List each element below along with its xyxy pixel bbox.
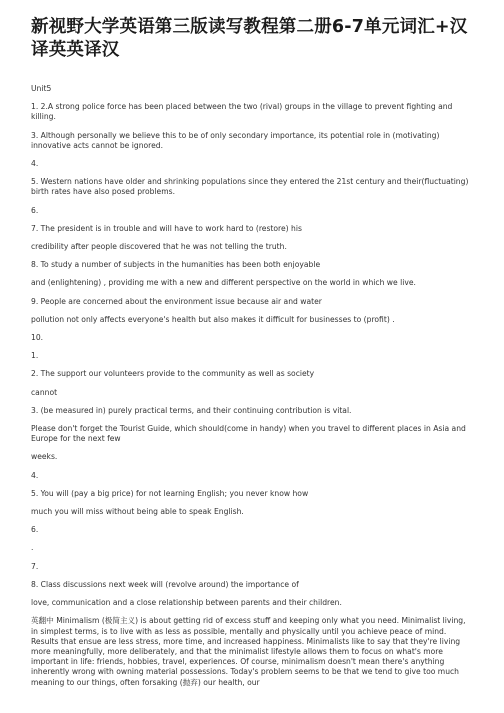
- paragraph: much you will miss without being able to speak English.: [31, 507, 244, 517]
- paragraph: Unit5: [31, 84, 52, 93]
- paragraph: 7.: [31, 561, 39, 571]
- paragraph: 6.: [31, 525, 39, 535]
- paragraph: 8. Class discussions next week will (revolve around) the importance of: [31, 579, 299, 589]
- paragraph: 5. You will (pay a big price) for not learning English; you never know how: [31, 488, 309, 498]
- document-title: 新视野大学英语第三版读写教程第二册6-7单元词汇+汉译英英译汉: [31, 17, 468, 60]
- paragraph: 6.: [31, 205, 39, 215]
- paragraph: 1. 2.A strong police force has been placed between the two (rival) groups in the village to prevent fighting and killing.: [31, 102, 453, 122]
- paragraph: 10.: [31, 333, 44, 343]
- paragraph: .: [31, 543, 34, 553]
- paragraph: and (enlightening) , providing me with a new and different perspective on the world in which we live.: [31, 278, 416, 288]
- paragraph: Please don't forget the Tourist Guide, which should(come in handy) when you travel to different places in Asia and Europe for the next few: [31, 424, 466, 444]
- document-body: [31, 84, 473, 688]
- paragraph: 英翻中 Minimalism (极简主义) is about getting rid of excess stuff and keeping only what you need. Minimalist living, in simplest terms, is to live with as less as possible, mentally and physically until you achieve peace of mind. Results that ensue are less stress, more time, and increased happiness. Minimalists like to say that they're living more meaningfully, more deliberately, and that the minimalist lifestyle allows them to focus on what's more important in life: friends, hobbies, travel, experiences. Of course, minimalism doesn't mean there's anything inherently wrong with owning material possessions. Today's problem seems to be that we tend to give too much meaning to our things, often forsaking (抛弃) our health, our: [31, 616, 466, 687]
- paragraph: 4.: [31, 470, 39, 480]
- paragraph: 3. Although personally we believe this to be of only secondary importance, its potential role in (motivating) innovative acts cannot be ignored.: [31, 130, 440, 150]
- paragraph: credibility after people discovered that he was not telling the truth.: [31, 242, 287, 252]
- paragraph: 3. (be measured in) purely practical terms, and their continuing contribution is vital.: [31, 405, 352, 415]
- paragraph: 1.: [31, 351, 39, 361]
- paragraph: pollution not only affects everyone's health but also makes it difficult for businesses to (profit) .: [31, 314, 395, 324]
- paragraph: 4.: [31, 159, 39, 169]
- paragraph: 8. To study a number of subjects in the humanities has been both enjoyable: [31, 260, 321, 270]
- paragraph: 9. People are concerned about the environment issue because air and water: [31, 296, 322, 306]
- paragraph: weeks.: [31, 452, 58, 462]
- paragraph: 2. The support our volunteers provide to the community as well as society: [31, 369, 315, 379]
- paragraph: 5. Western nations have older and shrinking populations since they entered the 21st century and their(fluctuating) birth rates have also posed problems.: [31, 177, 469, 197]
- paragraph: love, communication and a close relationship between parents and their children.: [31, 598, 342, 608]
- paragraph: 7. The president is in trouble and will have to work hard to (restore) his: [31, 223, 302, 233]
- paragraph: cannot: [31, 387, 58, 397]
